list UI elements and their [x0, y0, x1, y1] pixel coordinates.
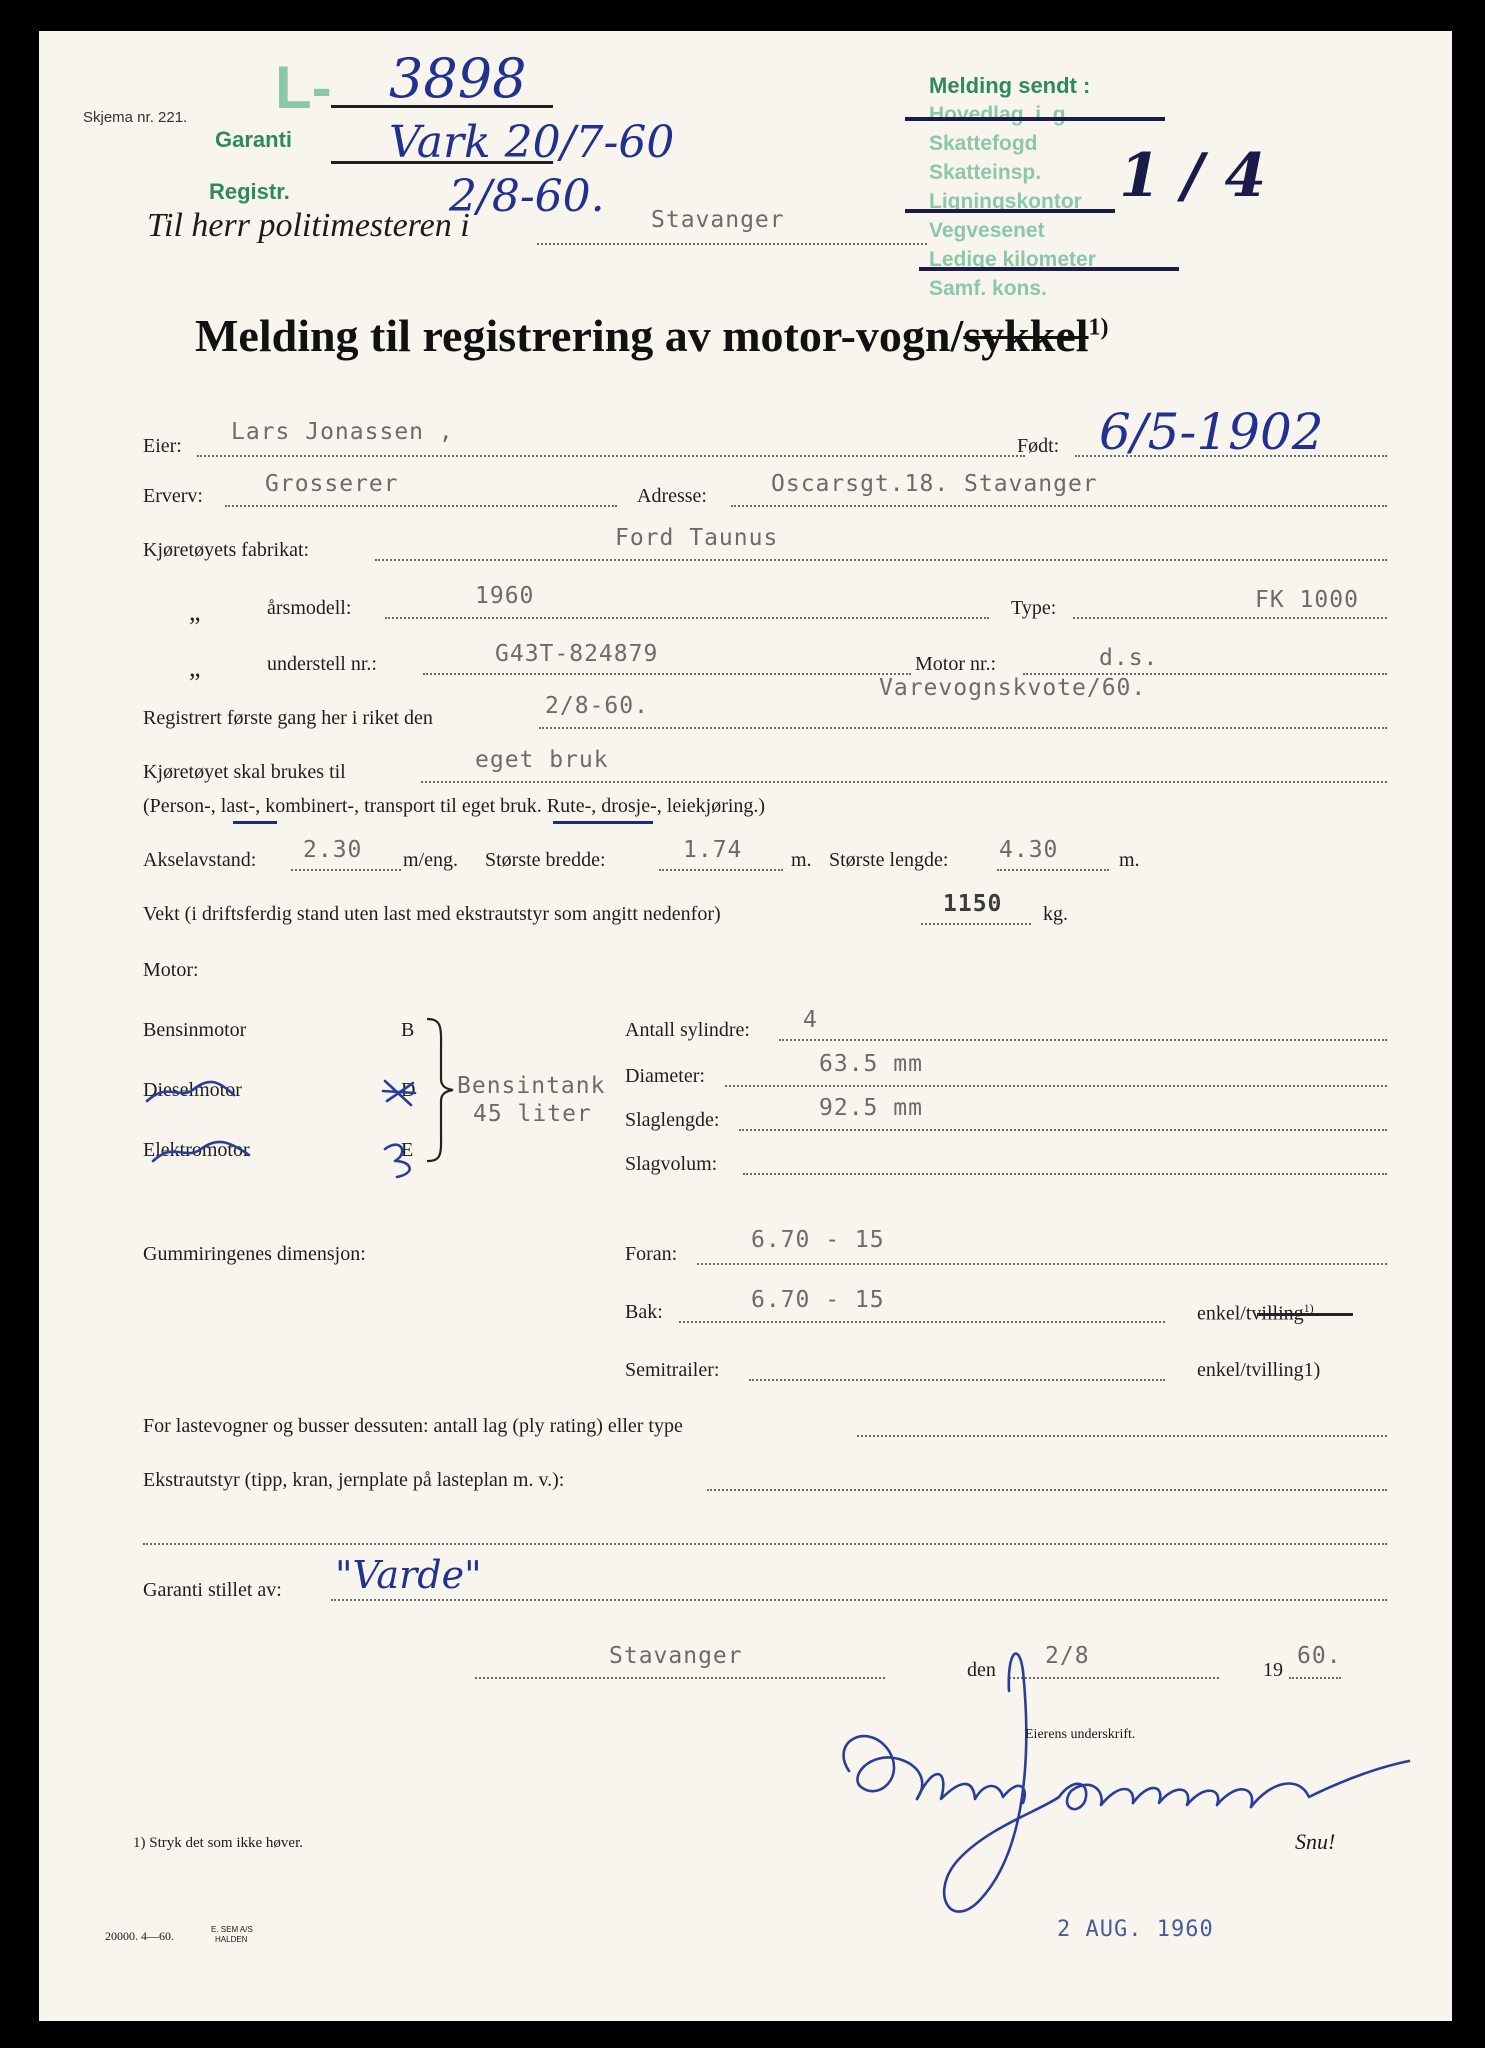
fabrikat-value: Ford Taunus: [615, 525, 779, 551]
printer-place: HALDEN: [215, 1935, 248, 1944]
slagvolum-label: Slagvolum:: [625, 1153, 718, 1175]
diesel-code: D: [401, 1079, 416, 1101]
sent-stamp-line: Samf. kons.: [929, 277, 1047, 300]
brukes-line: [421, 781, 1387, 783]
form-number: Skjema nr. 221.: [83, 109, 188, 126]
bak-label: Bak:: [625, 1301, 663, 1323]
adresse-line: [731, 505, 1387, 507]
underline-eget-bruk: [553, 821, 653, 824]
ditto-mark: „: [189, 597, 201, 626]
motor-brace: [421, 1015, 461, 1165]
bak-enkel-tvilling: enkel/tvilling$^{1)}$: [1197, 1301, 1314, 1325]
bensin-code: B: [401, 1019, 415, 1041]
vekt-unit: kg.: [1043, 903, 1068, 925]
garanti-line: [331, 1599, 1387, 1601]
sent-stamp-title: Melding sendt :: [929, 73, 1091, 98]
lengde-line: [997, 869, 1109, 871]
type-line: [1073, 617, 1387, 619]
bak-value: 6.70 - 15: [751, 1287, 885, 1313]
fodt-label: Født:: [1017, 435, 1060, 457]
kvote-note: Varevognskvote/60.: [879, 675, 1147, 701]
ply-label: For lastevogner og busser dessuten: antall lag (ply rating) eller type: [143, 1415, 683, 1437]
underline-last: [233, 821, 277, 824]
registrert-value: 2/8-60.: [545, 693, 649, 719]
bredde-label: Største bredde:: [485, 849, 606, 871]
case-number-handwritten: 3898: [389, 47, 527, 110]
diesel-label: Dieselmotor: [143, 1079, 242, 1101]
motor-label: Motor:: [143, 959, 199, 981]
sylindre-line: [779, 1039, 1387, 1041]
owner-signature: [809, 1631, 1449, 1951]
sent-stamp-line: Skatteinsp.: [929, 161, 1042, 184]
slaglengde-line: [739, 1129, 1387, 1131]
title-footnote: 1): [1088, 314, 1109, 341]
lengde-label: Største lengde:: [829, 849, 949, 871]
l-stamp: L-: [275, 54, 332, 121]
sent-stamp-line: Hovedlag. i. g: [929, 103, 1066, 126]
understell-label: understell nr.:: [267, 653, 377, 675]
sent-strike: [905, 117, 1165, 121]
received-date-stamp: 2 AUG. 1960: [1057, 1917, 1214, 1942]
garanti-handwritten: Vark 20/7-60: [389, 117, 675, 168]
tires-label: Gummiringenes dimensjon:: [143, 1243, 366, 1265]
foran-label: Foran:: [625, 1243, 678, 1265]
fodt-value: 6/5-1902: [1099, 403, 1324, 461]
brukes-label: Kjøretøyet skal brukes til: [143, 761, 346, 783]
date-value: 2/8: [1045, 1643, 1090, 1669]
vekt-value: 1150: [943, 891, 1003, 917]
addressee-label: Til herr politimesteren i: [147, 207, 470, 244]
type-label: Type:: [1011, 597, 1057, 619]
sylindre-label: Antall sylindre:: [625, 1019, 750, 1041]
garanti-stamp: Garanti: [215, 127, 293, 152]
motor-strike-marks: [139, 1061, 459, 1201]
foran-line: [697, 1263, 1387, 1265]
type-value: FK 1000: [1255, 587, 1359, 613]
sent-stamp-line: Ligningskontor: [929, 190, 1082, 213]
ekstra-label: Ekstrautstyr (tipp, kran, jernplate på lasteplan m. v.):: [143, 1469, 565, 1491]
eier-value: Lars Jonassen ,: [231, 419, 454, 445]
slagvolum-line: [743, 1173, 1387, 1175]
erverv-label: Erverv:: [143, 485, 203, 507]
erverv-line: [225, 505, 617, 507]
title-struck: sykkel: [963, 310, 1089, 361]
tvilling-strike: [1257, 1313, 1353, 1316]
diameter-label: Diameter:: [625, 1065, 705, 1087]
sent-stamp-line: Skattefogd: [929, 132, 1038, 155]
tank-note-1: Bensintank: [457, 1073, 606, 1099]
case-number-rule: [331, 105, 553, 108]
vekt-label: Vekt (i driftsferdig stand uten last med ekstrautstyr som angitt nedenfor): [143, 903, 721, 925]
ditto-mark: „: [189, 653, 201, 682]
footnote: 1) Stryk det som ikke høver.: [133, 1835, 303, 1851]
den-label: den: [967, 1659, 996, 1681]
place-value: Stavanger: [609, 1643, 743, 1669]
erverv-value: Grosserer: [265, 471, 399, 497]
elektro-code: E: [401, 1139, 414, 1161]
understell-line: [423, 673, 911, 675]
diameter-value: 63.5 mm: [819, 1051, 923, 1077]
addressee-line: [537, 243, 927, 245]
adresse-label: Adresse:: [637, 485, 707, 507]
understell-value: G43T-824879: [495, 641, 659, 667]
registr-stamp: Registr.: [209, 179, 290, 204]
registrert-label: Registrert første gang her i riket den: [143, 707, 433, 729]
arsmodell-label: årsmodell:: [267, 597, 352, 619]
bredde-value: 1.74: [683, 837, 743, 863]
garanti-label: Garanti stillet av:: [143, 1579, 282, 1601]
tank-note-2: 45 liter: [473, 1101, 592, 1127]
bak-enkel-tvilling-text: enkel/tvilling: [1197, 1302, 1304, 1325]
aksel-label: Akselavstand:: [143, 849, 257, 871]
sent-stamp-line: Ledige kilometer: [929, 248, 1096, 271]
bredde-line: [659, 869, 783, 871]
signature-label: Eierens underskrift.: [1025, 1727, 1136, 1742]
form-title: [195, 309, 1109, 362]
form-page: [39, 31, 1452, 2021]
arsmodell-value: 1960: [475, 583, 535, 609]
semitrailer-label: Semitrailer:: [625, 1359, 720, 1381]
brukes-options: (Person-, last-, kombinert-, transport til eget bruk. Rute-, drosje-, leiekjøring.): [143, 795, 766, 817]
motor-nr-label: Motor nr.:: [915, 653, 997, 675]
title-text: Melding til registrering av motor-vogn/: [195, 310, 964, 361]
foran-value: 6.70 - 15: [751, 1227, 885, 1253]
bensin-label: Bensinmotor: [143, 1019, 247, 1041]
brukes-value: eget bruk: [475, 747, 609, 773]
slaglengde-value: 92.5 mm: [819, 1095, 923, 1121]
motor-nr-value: d.s.: [1099, 645, 1159, 671]
lengde-value: 4.30: [999, 837, 1059, 863]
year-prefix: 19: [1263, 1659, 1283, 1681]
bak-line: [679, 1321, 1165, 1323]
fabrikat-line: [375, 559, 1387, 561]
aksel-value: 2.30: [303, 837, 363, 863]
sent-hand-marks: 1 / 4: [1119, 141, 1267, 211]
printer-name: E. SEM A/S: [211, 1925, 253, 1934]
snu-label: Snu!: [1295, 1829, 1336, 1854]
registr-handwritten: 2/8-60.: [449, 171, 605, 222]
sent-strike: [905, 209, 1115, 213]
sylindre-value: 4: [803, 1007, 818, 1033]
garanti-value: "Varde": [335, 1553, 482, 1597]
addressee-value: Stavanger: [651, 207, 785, 233]
year-value: 60.: [1297, 1643, 1342, 1669]
adresse-value: Oscarsgt.18. Stavanger: [771, 471, 1098, 497]
sent-stamp-line: Vegvesenet: [929, 219, 1045, 242]
ekstra-line-2: [143, 1543, 1387, 1545]
lengde-unit: m.: [1119, 849, 1140, 871]
arsmodell-line: [385, 617, 989, 619]
elektro-label: Elektromotor: [143, 1139, 250, 1161]
printer-code: 20000. 4—60.: [105, 1929, 174, 1943]
slaglengde-label: Slaglengde:: [625, 1109, 720, 1131]
ply-line: [857, 1435, 1387, 1437]
garanti-rule: [331, 161, 553, 164]
semitrailer-enkel-tvilling: enkel/tvilling1): [1197, 1359, 1321, 1381]
fabrikat-label: Kjøretøyets fabrikat:: [143, 539, 310, 561]
semitrailer-line: [749, 1379, 1165, 1381]
ekstra-line: [707, 1489, 1387, 1491]
diameter-line: [725, 1085, 1387, 1087]
eier-line: [197, 455, 1025, 457]
aksel-line: [291, 869, 401, 871]
aksel-unit: m/eng.: [403, 849, 458, 871]
registrert-line: [539, 727, 1387, 729]
vekt-line: [921, 923, 1031, 925]
eier-label: Eier:: [143, 435, 182, 457]
bredde-unit: m.: [791, 849, 812, 871]
sent-strike: [919, 267, 1179, 271]
